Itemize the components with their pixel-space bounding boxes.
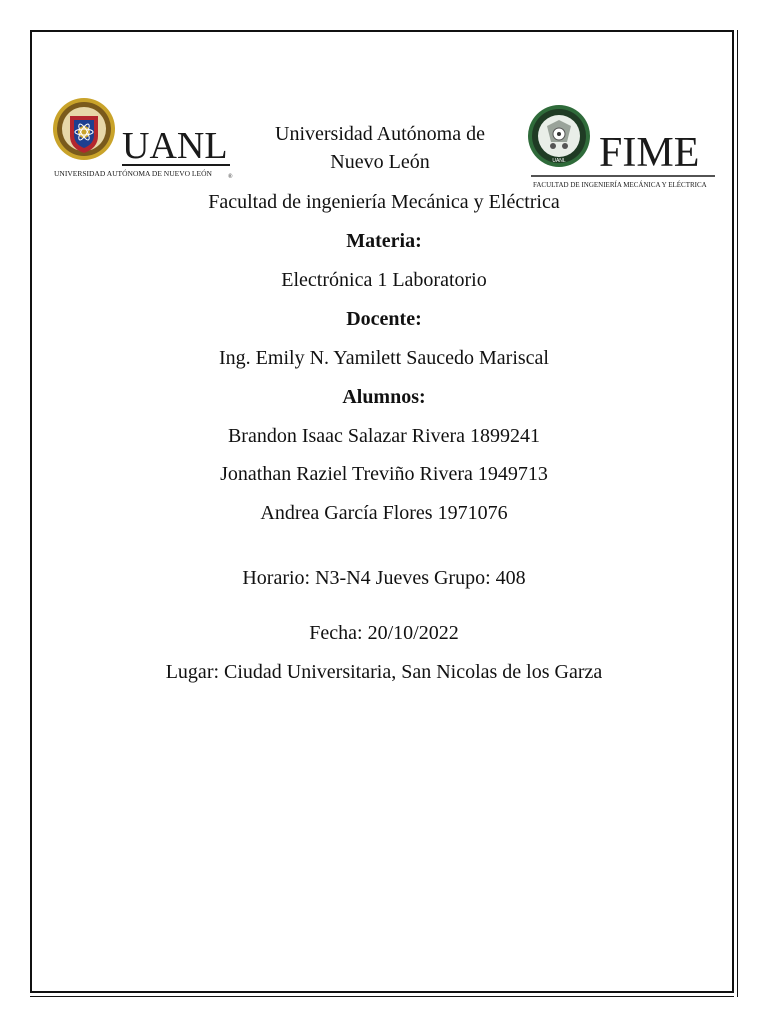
students-label: Alumnos: [342,386,426,408]
teacher-value: Ing. Emily N. Yamilett Saucedo Mariscal [219,347,549,369]
subject-value: Electrónica 1 Laboratorio [281,269,487,291]
uanl-wordmark: UANL [122,125,228,167]
uanl-seal-icon [53,98,115,160]
uanl-registered-mark: ® [228,174,233,180]
fime-subtitle: FACULTAD DE INGENIERÍA MECÁNICA Y ELÉCTRICA [533,181,707,189]
teacher-label: Docente: [346,308,422,330]
date: Fecha: 20/10/2022 [309,622,459,644]
schedule: Horario: N3-N4 Jueves Grupo: 408 [242,567,526,589]
subject-label: Materia: [346,230,422,252]
student-3: Andrea García Flores 1971076 [260,502,508,524]
fime-seal-icon [528,105,590,167]
university-line-1: Universidad Autónoma de [275,123,485,145]
uanl-logo [52,96,237,186]
fime-logo [527,92,719,192]
fime-seal-bottom-text: UANL [552,158,566,164]
place: Lugar: Ciudad Universitaria, San Nicolas de los Garza [165,661,603,683]
faculty-name: Facultad de ingeniería Mecánica y Eléctrica [208,191,560,213]
student-1: Brandon Isaac Salazar Rivera 1899241 [227,425,541,447]
university-line-2: Nuevo León [330,151,430,173]
fime-wordmark: FIME [599,130,700,176]
university-name [245,120,515,176]
student-2: Jonathan Raziel Treviño Rivera 1949713 [220,463,548,485]
uanl-subtitle: UNIVERSIDAD AUTÓNOMA DE NUEVO LEÓN [54,169,212,178]
